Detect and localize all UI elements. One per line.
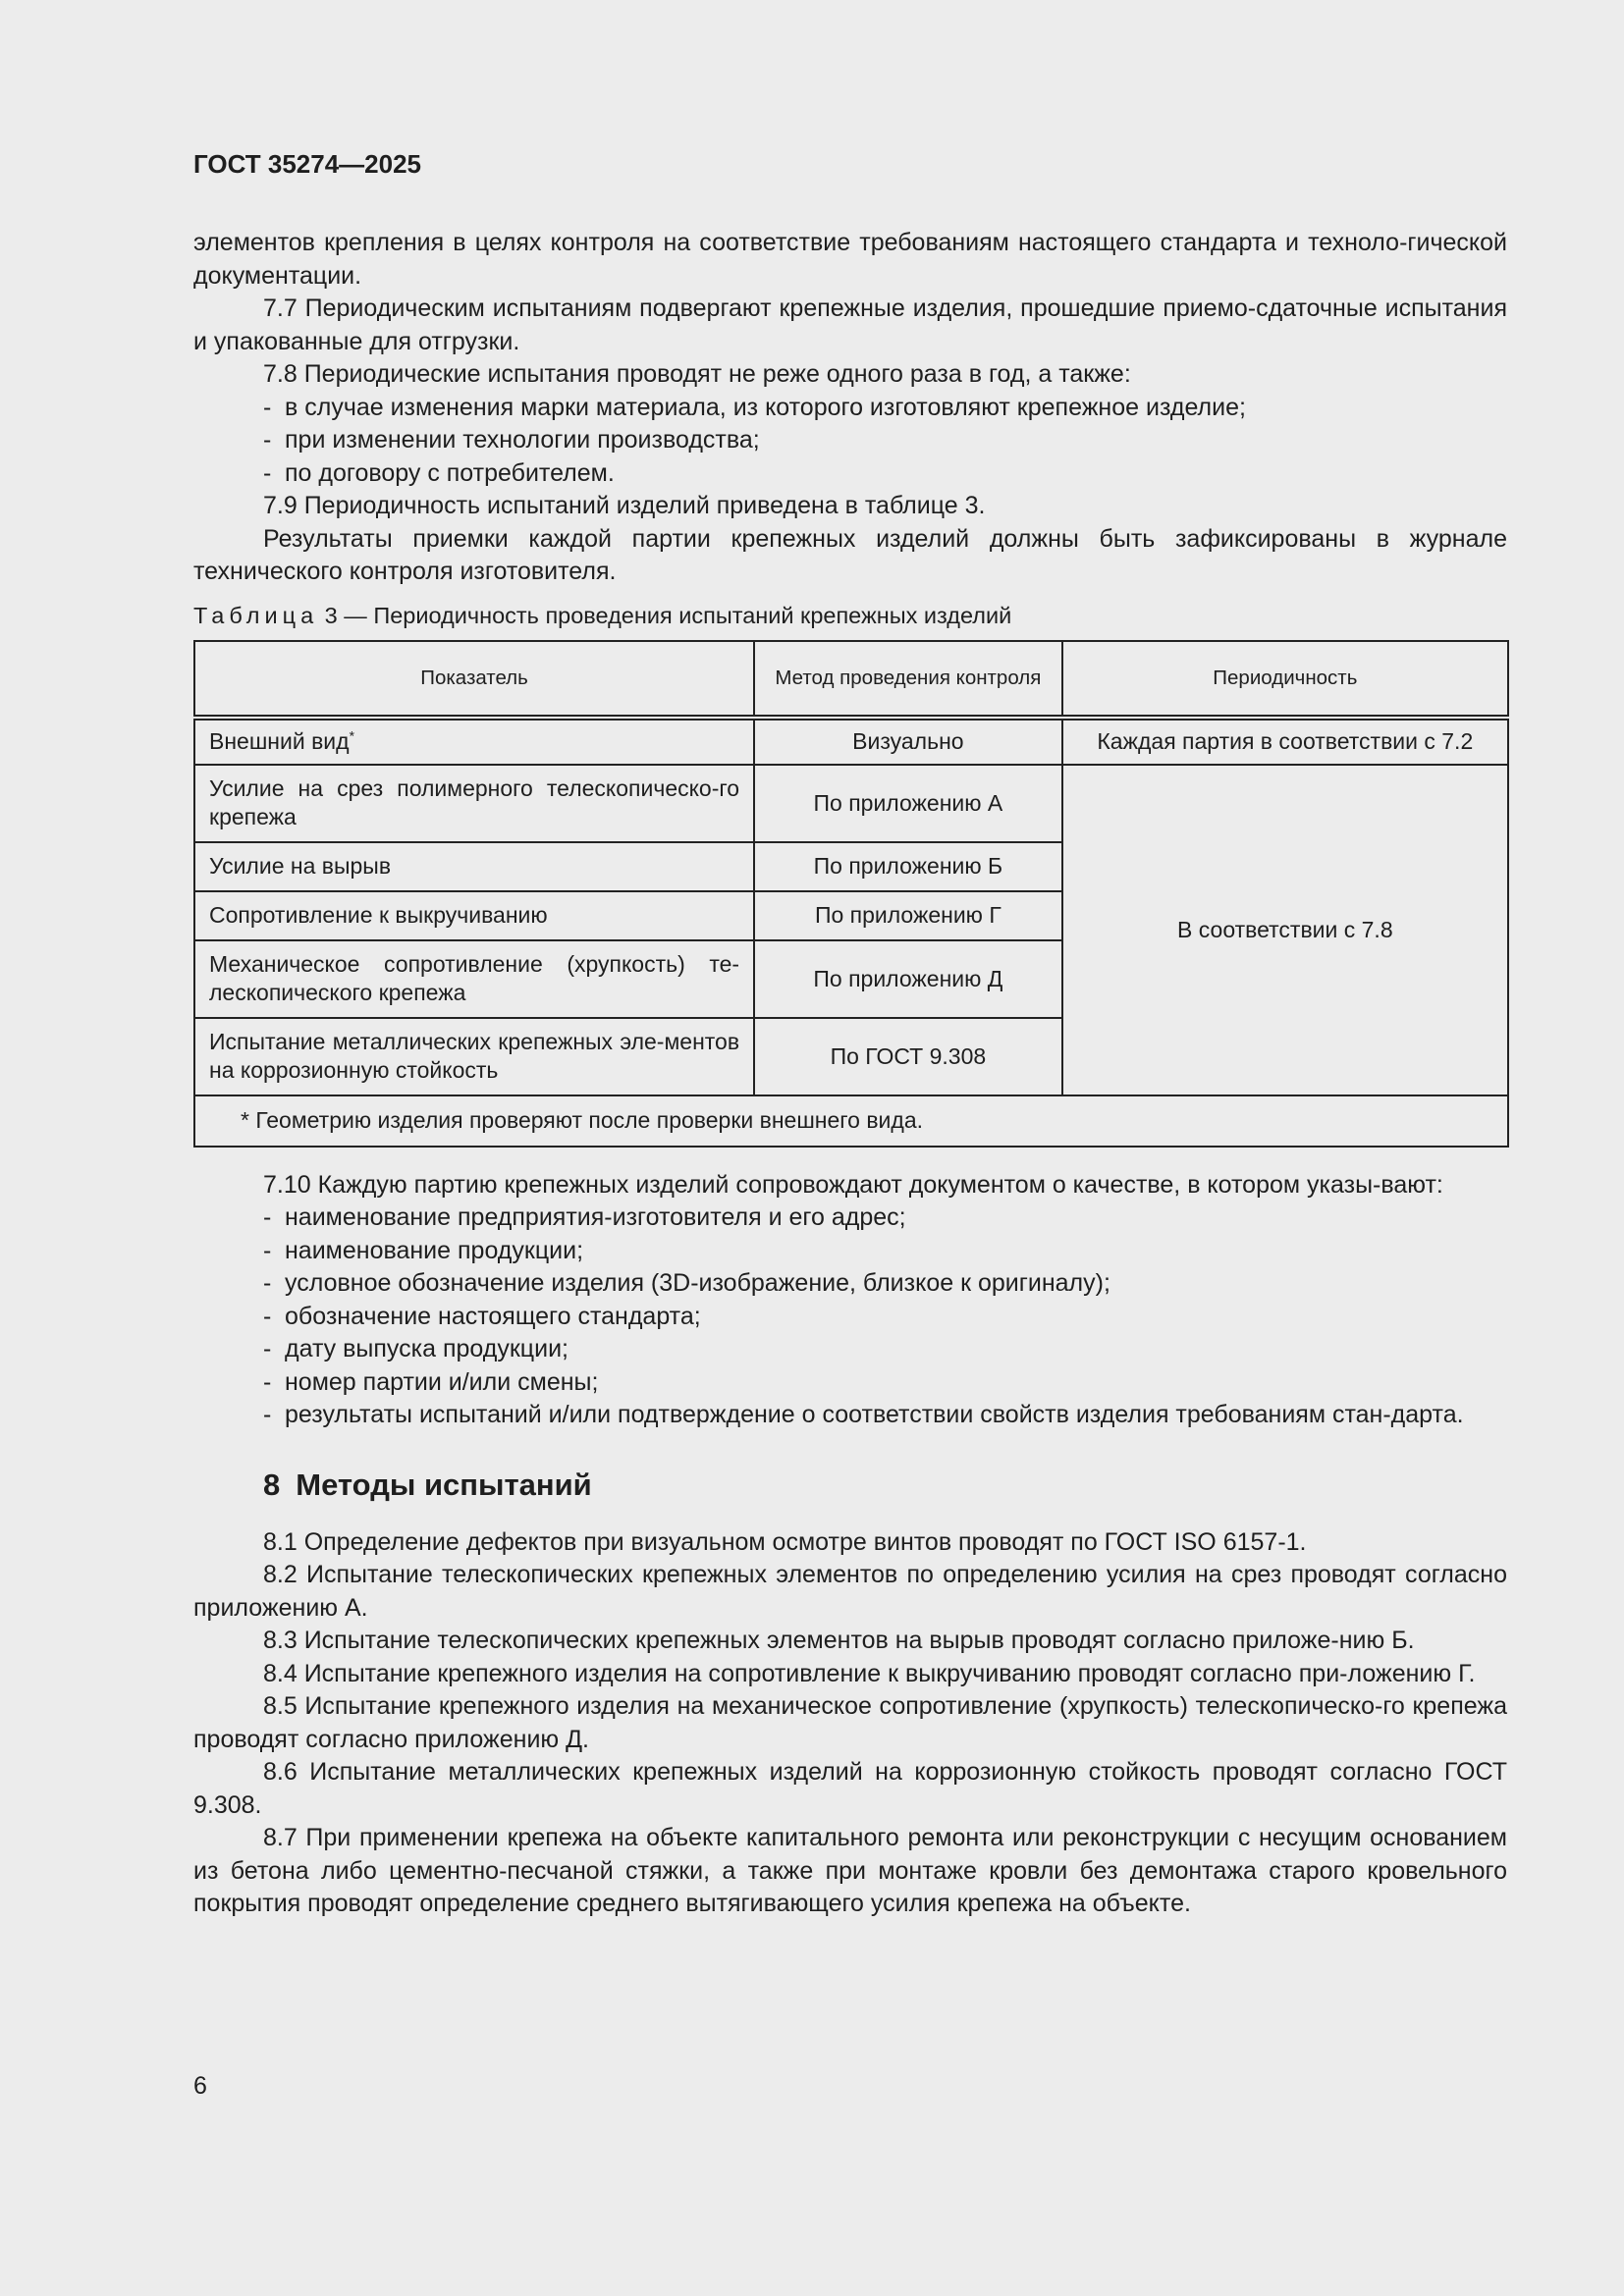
- table-caption: Таблица 3 — Периодичность проведения испытаний крепежных изделий: [193, 602, 1012, 628]
- cell-method: Визуально: [754, 718, 1062, 765]
- paragraph-8-7: 8.7 При применении крепежа на объекте капитального ремонта или реконструкции с несущим основанием из бетона либо цементно-песчаной стяжки, а также при монтаже кровли без демонтажа старого кровельного покрытия проводят определение среднего вытягивающего усилия крепежа на объекте.: [193, 1824, 1507, 1917]
- list-item: - по договору с потребителем.: [263, 458, 615, 487]
- list-item: - в случае изменения марки материала, из которого изготовляют крепежное изделие;: [263, 393, 1246, 421]
- paragraph-8-1: 8.1 Определение дефектов при визуальном осмотре винтов проводят по ГОСТ ISO 6157-1.: [263, 1527, 1307, 1556]
- cell-indicator: Внешний вид*: [194, 718, 754, 765]
- paragraph-8-6: 8.6 Испытание металлических крепежных изделий на коррозионную стойкость проводят согласно ГОСТ 9.308.: [193, 1758, 1507, 1819]
- paragraph-7-9: 7.9 Периодичность испытаний изделий приведена в таблице 3.: [263, 492, 986, 519]
- table-header-row: [194, 641, 1508, 718]
- header-indicator: Показатель: [194, 641, 754, 718]
- cell-indicator: Усилие на вырыв: [194, 842, 754, 891]
- table-footnote-row: [194, 1095, 1508, 1147]
- section-heading: 8 Методы испытаний: [263, 1467, 592, 1502]
- list-item: - результаты испытаний и/или подтверждение о соответствии свойств изделия требованиям стан-дарта.: [263, 1401, 1464, 1428]
- cell-method: По приложению Б: [754, 842, 1062, 891]
- list-item: - дату выпуска продукции;: [263, 1335, 568, 1362]
- header-method: Метод проведения контроля: [754, 641, 1062, 718]
- header-periodicity: Периодичность: [1062, 641, 1508, 718]
- page-number: 6: [193, 2072, 207, 2100]
- table-footnote: * Геометрию изделия проверяют после проверки внешнего вида.: [194, 1095, 1508, 1147]
- paragraph-7-8: 7.8 Периодические испытания проводят не реже одного раза в год, а также:: [263, 360, 1131, 388]
- table-3: [193, 640, 1509, 1148]
- list-item: - при изменении технологии производства;: [263, 426, 760, 454]
- cell-periodicity-merged: В соответствии с 7.8: [1062, 765, 1508, 1095]
- paragraph-8-4: 8.4 Испытание крепежного изделия на сопротивление к выкручиванию проводят согласно при-ложению Г.: [263, 1659, 1476, 1687]
- list-item: - условное обозначение изделия (3D-изображение, близкое к оригиналу);: [263, 1269, 1110, 1297]
- cell-method: По приложению А: [754, 765, 1062, 842]
- paragraph-8-5: 8.5 Испытание крепежного изделия на механическое сопротивление (хрупкость) телескопическо-го крепежа проводят согласно приложению Д.: [193, 1692, 1507, 1753]
- cell-indicator: Механическое сопротивление (хрупкость) те-лескопического крепежа: [194, 940, 754, 1018]
- table-row: [194, 765, 1508, 842]
- list-7-10: [193, 1201, 1507, 1432]
- paragraph-continuation: элементов крепления в целях контроля на соответствие требованиям настоящего стандарта и техноло-гической документации.: [193, 229, 1507, 290]
- paragraph-7-7: 7.7 Периодическим испытаниям подвергают крепежные изделия, прошедшие приемо-сдаточные испытания и упакованные для отгрузки.: [193, 294, 1507, 355]
- footnote-mark: *: [349, 727, 355, 744]
- list-item: - номер партии и/или смены;: [263, 1367, 599, 1396]
- cell-indicator: Испытание металлических крепежных эле-ментов на коррозионную стойкость: [194, 1018, 754, 1095]
- cell-method: По приложению Д: [754, 940, 1062, 1018]
- list-item: - обозначение настоящего стандарта;: [263, 1302, 701, 1330]
- cell-method: По приложению Г: [754, 891, 1062, 940]
- list-7-8: [193, 392, 1507, 491]
- list-item: - наименование продукции;: [263, 1236, 584, 1264]
- cell-method: По ГОСТ 9.308: [754, 1018, 1062, 1095]
- paragraph-8-3: 8.3 Испытание телескопических крепежных элементов на вырыв проводят согласно приложе-нию Б.: [263, 1627, 1415, 1654]
- list-item: - наименование предприятия-изготовителя и его адрес;: [263, 1203, 906, 1231]
- cell-periodicity: Каждая партия в соответствии с 7.2: [1062, 718, 1508, 765]
- paragraph-results: Результаты приемки каждой партии крепежных изделий должны быть зафиксированы в журнале технического контроля изготовителя.: [193, 524, 1507, 585]
- table-row: [194, 718, 1508, 765]
- paragraph-8-2: 8.2 Испытание телескопических крепежных элементов по определению усилия на срез проводят согласно приложению А.: [193, 1561, 1507, 1622]
- cell-indicator: Сопротивление к выкручиванию: [194, 891, 754, 940]
- cell-indicator: Усилие на срез полимерного телескопическо-го крепежа: [194, 765, 754, 842]
- paragraph-7-10: 7.10 Каждую партию крепежных изделий сопровождают документом о качестве, в котором указы-вают:: [263, 1170, 1443, 1199]
- page-content: [193, 147, 1507, 1921]
- document-header: ГОСТ 35274—2025: [193, 149, 421, 179]
